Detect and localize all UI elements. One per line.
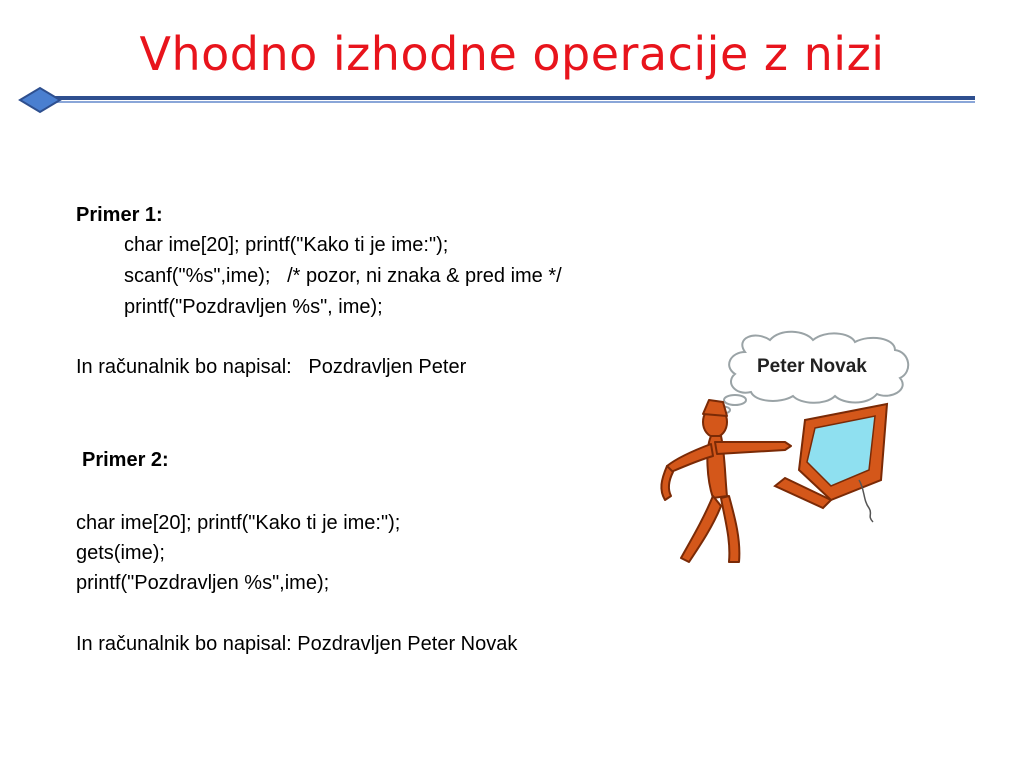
example2-heading: Primer 2:: [82, 449, 169, 471]
example1-code-line: char ime[20]; printf("Kako ti je ime:");: [124, 234, 449, 256]
example2-output: In računalnik bo napisal: Pozdravljen Peter Novak: [76, 633, 518, 655]
example2-code-line: printf("Pozdravljen %s",ime);: [76, 572, 330, 594]
thought-bubble-text: Peter Novak: [757, 356, 867, 377]
slide-title: Vhodno izhodne operacije z nizi: [139, 27, 885, 81]
example1-code-line: printf("Pozdravljen %s", ime);: [124, 296, 383, 318]
title-divider: [0, 80, 1000, 120]
example2-code-line: gets(ime);: [76, 542, 165, 564]
computer-monitor-icon: [775, 404, 887, 522]
diamond-bullet-icon: [20, 88, 60, 112]
example2-code-line: char ime[20]; printf("Kako ti je ime:");: [76, 512, 401, 534]
stick-figure-icon: [661, 400, 791, 562]
example1-heading: Primer 1:: [76, 204, 163, 226]
example1-code-line: scanf("%s",ime); /* pozor, ni znaka & pred ime */: [124, 265, 562, 287]
example1-output: In računalnik bo napisal: Pozdravljen Peter: [76, 356, 467, 378]
